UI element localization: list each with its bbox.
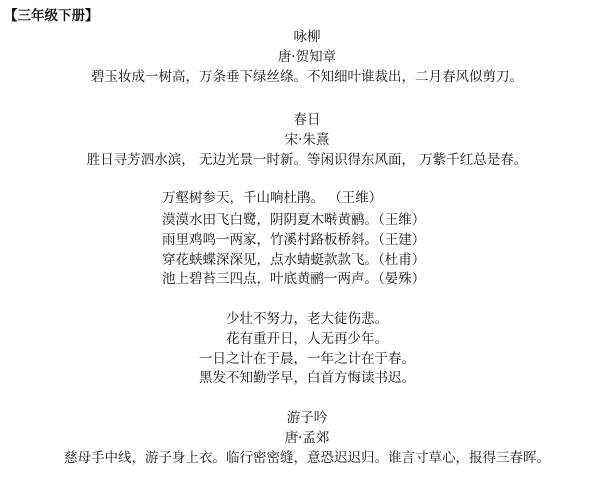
grade-header: 【三年级下册】 <box>4 8 99 24</box>
poem-text: 胜日寻芳泗水滨， 无边光景一时新。等闲识得东风面， 万紫千红总是春。 <box>86 152 528 168</box>
poem-text: 碧玉妆成一树高，万条垂下绿丝绦。不知细叶谁裁出，二月春风似剪刀。 <box>91 69 523 85</box>
poem-author: 唐·贺知章 <box>277 49 337 65</box>
verse-line: 雨里鸡鸣一两家，竹溪村路板桥斜。（王建） <box>162 232 426 248</box>
poem-title: 咏柳 <box>293 29 321 45</box>
verse-line: 池上碧苔三四点，叶底黄鹂一两声。（晏殊） <box>162 271 426 287</box>
proverb-line: 黑发不知勤学早，白首方悔读书迟。 <box>199 370 415 386</box>
proverb-line: 少壮不努力，老大徒伤悲。 <box>226 311 388 327</box>
poem-text: 慈母手中线，游子身上衣。临行密密缝，意恐迟迟归。谁言寸草心，报得三春晖。 <box>64 450 550 466</box>
proverb-line: 花有重开日，人无再少年。 <box>226 331 388 347</box>
verse-line: 穿花蛱蝶深深见，点水蜻蜓款款飞。（杜甫） <box>162 252 426 268</box>
verse-line: 漠漠水田飞白鹭，阴阴夏木啭黄鹂。（王维） <box>162 212 426 228</box>
proverb-line: 一日之计在于晨，一年之计在于春。 <box>199 351 415 367</box>
poem-author: 唐·孟郊 <box>284 430 330 446</box>
verse-line: 万壑树参天，千山响杜鹃。 （王维） <box>162 190 383 206</box>
poem-title: 游子吟 <box>286 410 328 426</box>
poem-author: 宋·朱熹 <box>284 132 330 148</box>
poem-title: 春日 <box>293 112 321 128</box>
